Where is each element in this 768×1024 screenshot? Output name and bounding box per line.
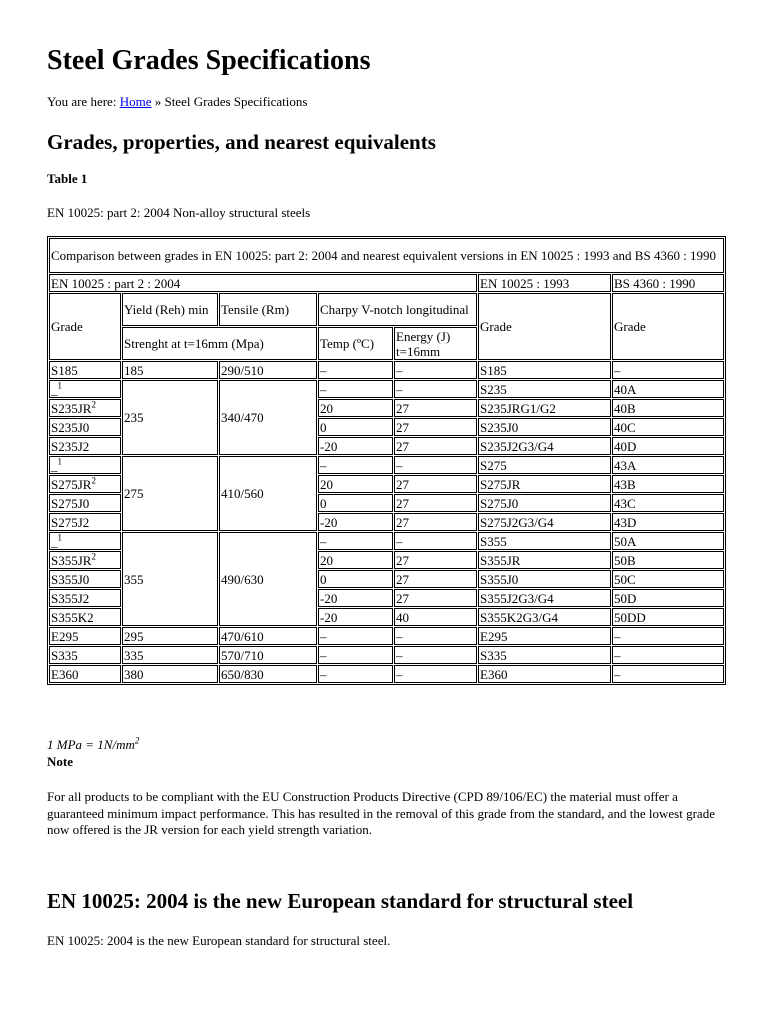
grade-cell [49, 475, 121, 493]
energy-cell: 27 [394, 513, 477, 531]
temp-cell: -20 [318, 513, 393, 531]
yield-cell: 335 [122, 646, 218, 664]
table-label: Table 1 [47, 171, 88, 186]
grade-text: S185 [51, 362, 78, 378]
grade-text: S235JR [51, 400, 92, 416]
tensile-cell: 570/710 [219, 646, 317, 664]
grade-cell [49, 532, 121, 550]
energy-cell: – [394, 627, 477, 645]
energy-cell: 27 [394, 551, 477, 569]
table-row [49, 456, 724, 474]
grade-footnote: 2 [91, 551, 96, 562]
grade-bs-cell: 43A [612, 456, 724, 474]
grade-cell [49, 627, 121, 645]
grade-cell [49, 589, 121, 607]
grade-cell [49, 380, 121, 398]
energy-cell: – [394, 646, 477, 664]
grade-1993-cell: E295 [478, 627, 611, 645]
group-header-en1993: EN 10025 : 1993 [478, 274, 611, 292]
tensile-cell: 410/560 [219, 456, 317, 531]
page-title: Steel Grades Specifications [47, 45, 371, 76]
grade-cell [49, 456, 121, 474]
mpa-conversion [47, 737, 139, 753]
grade-cell [49, 418, 121, 436]
temp-cell: – [318, 646, 393, 664]
yield-cell: 275 [122, 456, 218, 531]
grade-1993-cell: S235JRG1/G2 [478, 399, 611, 417]
grade-1993-cell: S335 [478, 646, 611, 664]
grade-text: S335 [51, 647, 78, 663]
grade-text: S275J0 [51, 495, 90, 511]
grade-text: S355K2 [51, 609, 94, 625]
grade-text: _ [51, 533, 58, 549]
header-yield: Yield (Reh) min [122, 293, 218, 326]
grade-text: S235J0 [51, 419, 90, 435]
tensile-cell: 340/470 [219, 380, 317, 455]
grade-bs-cell: 40C [612, 418, 724, 436]
grade-cell [49, 665, 121, 683]
grade-1993-cell: S275JR [478, 475, 611, 493]
grade-1993-cell: S355J0 [478, 570, 611, 588]
energy-cell: – [394, 361, 477, 379]
grade-1993-cell: S355K2G3/G4 [478, 608, 611, 626]
tensile-cell: 650/830 [219, 665, 317, 683]
grade-bs-cell: 50D [612, 589, 724, 607]
grade-cell [49, 608, 121, 626]
tensile-cell: 470/610 [219, 627, 317, 645]
note-paragraph: For all products to be compliant with the EU Construction Products Directive (CPD 89/106/EC) the material must offer a guaranteed minimum impact performance. This has resulted in the removal of this grade from the standard, and the lowest grade now offered is the JR version for each yield strength variation. [47, 789, 715, 837]
temp-cell: -20 [318, 437, 393, 455]
grade-text: E360 [51, 666, 79, 682]
table-row [49, 646, 724, 664]
grade-text: S275J2 [51, 514, 90, 530]
grade-bs-cell: 50A [612, 532, 724, 550]
grade-text: _ [51, 381, 58, 397]
energy-cell: – [394, 532, 477, 550]
grade-1993-cell: S275J2G3/G4 [478, 513, 611, 531]
grade-cell [49, 399, 121, 417]
header-grade-1993: Grade [478, 293, 611, 360]
breadcrumb-separator: » [154, 94, 162, 109]
table-row [49, 361, 724, 379]
grade-1993-cell: S355J2G3/G4 [478, 589, 611, 607]
grade-cell [49, 361, 121, 379]
grade-bs-cell: 50B [612, 551, 724, 569]
energy-cell: – [394, 665, 477, 683]
grade-bs-cell: – [612, 361, 724, 379]
temp-cell: – [318, 361, 393, 379]
grade-bs-cell: 43C [612, 494, 724, 512]
temp-cell: – [318, 456, 393, 474]
grade-1993-cell: S235J0 [478, 418, 611, 436]
grade-bs-cell: 40D [612, 437, 724, 455]
grades-table [47, 236, 726, 685]
tensile-cell: 290/510 [219, 361, 317, 379]
energy-cell: – [394, 456, 477, 474]
section-subtitle: Grades, properties, and nearest equivalents [47, 130, 436, 154]
yield-cell: 185 [122, 361, 218, 379]
temp-cell: 20 [318, 399, 393, 417]
table-row [49, 532, 724, 550]
grade-text: S355J0 [51, 571, 90, 587]
grade-1993-cell: S275 [478, 456, 611, 474]
energy-cell: 40 [394, 608, 477, 626]
grade-1993-cell: S185 [478, 361, 611, 379]
energy-cell: 27 [394, 570, 477, 588]
grade-cell [49, 513, 121, 531]
table-row [49, 627, 724, 645]
energy-cell: 27 [394, 418, 477, 436]
grade-footnote: 1 [57, 532, 62, 543]
temp-cell: 0 [318, 418, 393, 436]
grade-1993-cell: S235J2G3/G4 [478, 437, 611, 455]
breadcrumb-home-link[interactable]: Home [119, 94, 152, 109]
energy-cell: – [394, 380, 477, 398]
energy-cell: 27 [394, 399, 477, 417]
grade-cell [49, 437, 121, 455]
breadcrumb [47, 94, 307, 110]
group-header-en2004: EN 10025 : part 2 : 2004 [49, 274, 477, 292]
section-text: EN 10025: 2004 is the new European standard for structural steel. [47, 933, 391, 948]
temp-cell: -20 [318, 608, 393, 626]
breadcrumb-current: Steel Grades Specifications [164, 94, 308, 109]
temp-cell: – [318, 380, 393, 398]
grade-bs-cell: – [612, 646, 724, 664]
table-row [49, 665, 724, 683]
grade-bs-cell: 43B [612, 475, 724, 493]
grade-bs-cell: 40A [612, 380, 724, 398]
grade-cell [49, 551, 121, 569]
grade-1993-cell: S355 [478, 532, 611, 550]
table-row [49, 380, 724, 398]
grade-text: S275JR [51, 476, 92, 492]
grade-text: S235J2 [51, 438, 90, 454]
note-label: Note [47, 754, 73, 769]
temp-cell: – [318, 627, 393, 645]
header-grade-bs: Grade [612, 293, 724, 360]
grade-cell [49, 646, 121, 664]
grade-bs-cell: 50C [612, 570, 724, 588]
grade-bs-cell: 50DD [612, 608, 724, 626]
grade-footnote: 2 [91, 399, 96, 410]
header-charpy: Charpy V-notch longitudinal [318, 293, 477, 326]
mpa-text: 1 MPa = 1N/mm [47, 737, 135, 752]
header-grade: Grade [49, 293, 121, 360]
yield-cell: 380 [122, 665, 218, 683]
grade-cell [49, 570, 121, 588]
grade-bs-cell: – [612, 627, 724, 645]
grade-1993-cell: S275J0 [478, 494, 611, 512]
yield-cell: 235 [122, 380, 218, 455]
header-temp: Temp (ºC) [318, 327, 393, 360]
header-strength: Strenght at t=16mm (Mpa) [122, 327, 317, 360]
table-description: EN 10025: part 2: 2004 Non-alloy structural steels [47, 205, 311, 220]
grade-bs-cell: 40B [612, 399, 724, 417]
yield-cell: 295 [122, 627, 218, 645]
energy-cell: 27 [394, 589, 477, 607]
temp-cell: 20 [318, 551, 393, 569]
temp-cell: 20 [318, 475, 393, 493]
temp-cell: 0 [318, 494, 393, 512]
temp-cell: 0 [318, 570, 393, 588]
energy-cell: 27 [394, 475, 477, 493]
grade-1993-cell: S235 [478, 380, 611, 398]
energy-cell: 27 [394, 494, 477, 512]
grade-bs-cell: 43D [612, 513, 724, 531]
yield-cell: 355 [122, 532, 218, 626]
table-caption: Comparison between grades in EN 10025: part 2: 2004 and nearest equivalent versions in EN 10025 : 1993 and BS 4360 : 1990 [49, 238, 724, 273]
temp-cell: -20 [318, 589, 393, 607]
group-header-bs4360: BS 4360 : 1990 [612, 274, 724, 292]
grade-text: E295 [51, 628, 79, 644]
temp-cell: – [318, 665, 393, 683]
tensile-cell: 490/630 [219, 532, 317, 626]
breadcrumb-prefix: You are here: [47, 94, 117, 109]
temp-cell: – [318, 532, 393, 550]
grade-1993-cell: S355JR [478, 551, 611, 569]
grade-bs-cell: – [612, 665, 724, 683]
energy-cell: 27 [394, 437, 477, 455]
grade-text: S355J2 [51, 590, 90, 606]
grade-text: _ [51, 457, 58, 473]
section-heading: EN 10025: 2004 is the new European standard for structural steel [47, 889, 634, 913]
grade-footnote: 1 [57, 380, 62, 391]
mpa-sup: 2 [134, 735, 140, 746]
header-tensile: Tensile (Rm) [219, 293, 317, 326]
grade-cell [49, 494, 121, 512]
header-energy: Energy (J) t=16mm [394, 327, 477, 360]
grade-footnote: 1 [57, 456, 62, 467]
grade-footnote: 2 [91, 475, 96, 486]
grade-1993-cell: E360 [478, 665, 611, 683]
grade-text: S355JR [51, 552, 92, 568]
